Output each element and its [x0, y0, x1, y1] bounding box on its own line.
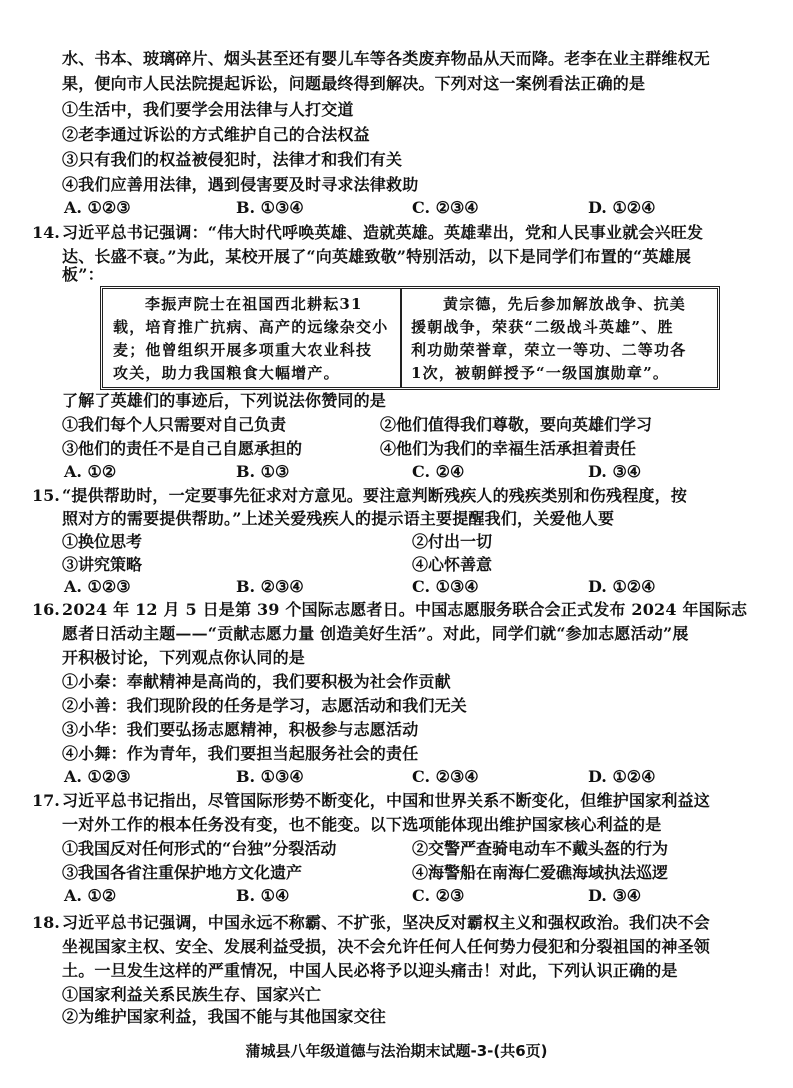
q14-stem-3: 板”： — [62, 265, 104, 284]
intro-option-a[interactable]: A. ①②③ — [64, 198, 131, 217]
q14-number: 14. — [32, 223, 60, 242]
q14-item-4: ④他们为我们的幸福生活承担着责任 — [380, 439, 637, 458]
q15-stem-2: 照对方的需要提供帮助。”上述关爱残疾人的提示语主要提醒我们，关爱他人要 — [62, 509, 615, 528]
q14-item-1: ①我们每个人只需要对自己负责 — [62, 415, 287, 434]
q16-stem-2: 愿者日活动主题——“贡献志愿力量 创造美好生活”。对此，同学们就“参加志愿活动”展 — [62, 624, 689, 643]
q18-stem-3: 土。一旦发生这样的严重情况，中国人民必将予以迎头痛击！对此，下列认识正确的是 — [62, 961, 678, 980]
q16-stem-1: 2024 年 12 月 5 日是第 39 个国际志愿者日。中国志愿服务联合会正式发布 2024 年国际志 — [62, 600, 748, 619]
intro-line-2: 果，便向市人民法院提起诉讼，问题最终得到解决。下列对这一案例看法正确的是 — [62, 74, 646, 93]
hero-left-line-1: 李振声院士在祖国西北耕耘31 — [145, 295, 363, 313]
q14-option-b[interactable]: B. ①③ — [236, 462, 290, 481]
q14-option-a[interactable]: A. ①② — [64, 462, 117, 481]
q17-stem-2: 一对外工作的根本任务没有变，也不能变。以下选项能体现出维护国家核心利益的是 — [62, 815, 662, 834]
q17-item-4: ④海警船在南海仁爱礁海域执法巡逻 — [412, 863, 669, 882]
q15-option-a[interactable]: A. ①②③ — [64, 577, 131, 596]
q14-option-c[interactable]: C. ②④ — [412, 462, 465, 481]
hero-right-line-3: 利功勋荣誉章，荣立一等功、二等功各 — [411, 341, 687, 359]
intro-option-d[interactable]: D. ①②④ — [588, 198, 656, 217]
q18-stem-1: 习近平总书记强调，中国永远不称霸、不扩张，坚决反对霸权主义和强权政治。我们决不会 — [62, 913, 711, 932]
q15-stem-1: “提供帮助时，一定要事先征求对方意见。要注意判断残疾人的残疾类别和伤残程度，按 — [62, 486, 688, 505]
q17-option-b[interactable]: B. ①④ — [236, 886, 290, 905]
hero-left-line-4: 攻关，助力我国粮食大幅增产。 — [113, 364, 340, 382]
q16-number: 16. — [32, 600, 60, 619]
q16-option-a[interactable]: A. ①②③ — [64, 767, 131, 786]
q14-option-d[interactable]: D. ③④ — [588, 462, 642, 481]
q14-after: 了解了英雄们的事迹后，下列说法你赞同的是 — [62, 391, 387, 410]
q16-stem-3: 开积极讨论，下列观点你认同的是 — [62, 648, 306, 667]
q15-option-d[interactable]: D. ①②④ — [588, 577, 656, 596]
q17-number: 17. — [32, 791, 60, 810]
q17-option-a[interactable]: A. ①② — [64, 886, 117, 905]
intro-option-c[interactable]: C. ②③④ — [412, 198, 479, 217]
hero-right-line-4: 1次，被朝鲜授予“一级国旗勋章”。 — [411, 364, 670, 382]
q18-item-2: ②为维护国家利益，我国不能与其他国家交往 — [62, 1007, 387, 1026]
intro-item-2: ②老李通过诉讼的方式维护自己的合法权益 — [62, 125, 370, 144]
hero-left-line-2: 载，培育推广抗病、高产的远缘杂交小 — [113, 318, 389, 336]
q16-item-2: ②小善：我们现阶段的任务是学习，志愿活动和我们无关 — [62, 696, 468, 715]
q14-stem-2: 达、长盛不衰。”为此，某校开展了“向英雄致敬”特别活动，以下是同学们布置的“英雄展 — [62, 247, 692, 266]
q14-item-2: ②他们值得我们尊敬，要向英雄们学习 — [380, 415, 653, 434]
intro-item-3: ③只有我们的权益被侵犯时，法律才和我们有关 — [62, 150, 403, 169]
q14-item-3: ③他们的责任不是自己自愿承担的 — [62, 439, 303, 458]
q15-item-1: ①换位思考 — [62, 532, 143, 551]
intro-item-4: ④我们应善用法律，遇到侵害要及时寻求法律救助 — [62, 175, 419, 194]
q18-number: 18. — [32, 913, 60, 932]
q15-item-4: ④心怀善意 — [412, 555, 493, 574]
q17-option-d[interactable]: D. ③④ — [588, 886, 642, 905]
q18-stem-2: 坐视国家主权、安全、发展利益受损，决不会允许任何人任何势力侵犯和分裂祖国的神圣领 — [62, 937, 711, 956]
q16-option-d[interactable]: D. ①②④ — [588, 767, 656, 786]
q15-option-c[interactable]: C. ①③④ — [412, 577, 479, 596]
hero-board — [100, 286, 720, 390]
q17-item-2: ②交警严查骑电动车不戴头盔的行为 — [412, 839, 669, 858]
hero-left-line-3: 麦；他曾组织开展多项重大农业科技 — [113, 341, 373, 359]
hero-right-line-1: 黄宗德，先后参加解放战争、抗美 — [443, 295, 687, 313]
q15-item-2: ②付出一切 — [412, 532, 493, 551]
intro-line-1: 水、书本、玻璃碎片、烟头甚至还有婴儿车等各类废弃物品从天而降。老李在业主群维权无 — [62, 49, 711, 68]
q16-item-1: ①小秦：奉献精神是高尚的，我们要积极为社会作贡献 — [62, 672, 451, 691]
q17-option-c[interactable]: C. ②③ — [412, 886, 465, 905]
q16-option-b[interactable]: B. ①③④ — [236, 767, 304, 786]
hero-right-line-2: 援朝战争，荣获“二级战斗英雄”、胜 — [411, 318, 674, 336]
hero-board-right — [411, 293, 686, 385]
q17-item-3: ③我国各省注重保护地方文化遗产 — [62, 863, 303, 882]
q17-item-1: ①我国反对任何形式的“台独”分裂活动 — [62, 839, 337, 858]
q16-item-3: ③小华：我们要弘扬志愿精神，积极参与志愿活动 — [62, 720, 419, 739]
q18-item-1: ①国家利益关系民族生存、国家兴亡 — [62, 985, 322, 1004]
q16-item-4: ④小舞：作为青年，我们要担当起服务社会的责任 — [62, 744, 419, 763]
page-footer: 蒲城县八年级道德与法治期末试题-3-(共6页) — [245, 1042, 548, 1060]
q15-option-b[interactable]: B. ②③④ — [236, 577, 304, 596]
q14-stem-1: 习近平总书记强调：“伟大时代呼唤英雄、造就英雄。英雄辈出，党和人民事业就会兴旺发 — [62, 223, 704, 242]
intro-item-1: ①生活中，我们要学会用法律与人打交道 — [62, 100, 354, 119]
q15-item-3: ③讲究策略 — [62, 555, 143, 574]
hero-board-left — [113, 293, 388, 385]
q15-number: 15. — [32, 486, 60, 505]
hero-board-divider — [400, 289, 402, 387]
q16-option-c[interactable]: C. ②③④ — [412, 767, 479, 786]
intro-option-b[interactable]: B. ①③④ — [236, 198, 304, 217]
q17-stem-1: 习近平总书记指出，尽管国际形势不断变化，中国和世界关系不断变化，但维护国家利益这 — [62, 791, 711, 810]
